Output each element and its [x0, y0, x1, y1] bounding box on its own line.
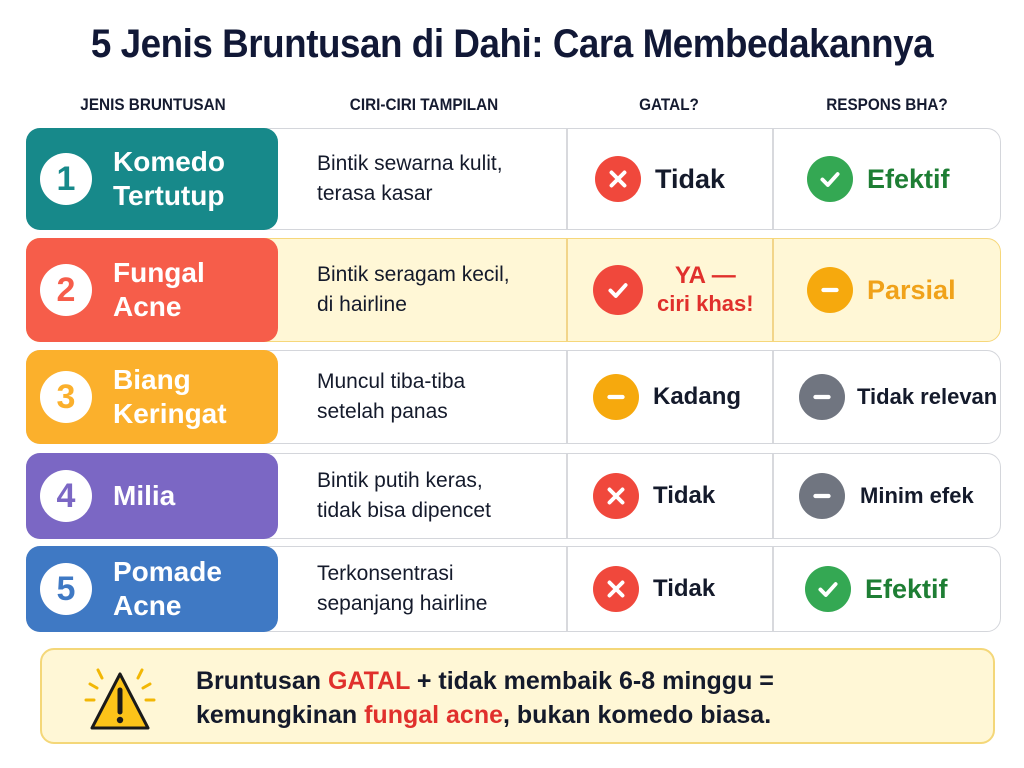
- itchy-cell: Tidak: [593, 454, 715, 538]
- number-circle: 5: [40, 563, 92, 615]
- header-bha: RESPONS BHA?: [826, 95, 948, 114]
- appearance-text: Bintik seragam kecil, di hairline: [317, 263, 510, 316]
- divider: [772, 547, 774, 631]
- itchy-cell: Kadang: [593, 351, 741, 443]
- type-name: Fungal Acne: [113, 257, 205, 322]
- check-circle-icon: [807, 156, 853, 202]
- table-row: [26, 350, 1001, 444]
- number-circle: 2: [40, 264, 92, 316]
- x-circle-icon: [595, 156, 641, 202]
- type-name: Pomade Acne: [113, 556, 222, 621]
- type-name: Komedo Tertutup: [113, 146, 225, 211]
- warning-triangle-icon: [78, 660, 162, 736]
- bha-cell: Minim efek: [799, 454, 974, 538]
- page-title: 5 Jenis Bruntusan di Dahi: Cara Membedakannya: [90, 22, 934, 66]
- type-badge: [26, 350, 278, 444]
- divider: [566, 129, 568, 229]
- x-circle-icon: [593, 566, 639, 612]
- table-row: [26, 238, 1001, 342]
- x-circle-icon: [593, 473, 639, 519]
- table-header: [0, 95, 1024, 119]
- bha-cell: Parsial: [807, 239, 956, 341]
- number-circle: 4: [40, 470, 92, 522]
- type-badge: [26, 238, 278, 342]
- appearance-text: Terkonsentrasi sepanjang hairline: [317, 562, 488, 615]
- warning-note: [40, 648, 995, 744]
- type-name: Biang Keringat: [113, 364, 227, 429]
- itchy-cell: YA — ciri khas!: [593, 239, 754, 341]
- divider: [772, 239, 774, 341]
- check-circle-icon: [593, 265, 643, 315]
- divider: [772, 129, 774, 229]
- appearance-text: Bintik sewarna kulit, terasa kasar: [317, 152, 503, 205]
- type-badge: [26, 546, 278, 632]
- header-type: JENIS BRUNTUSAN: [80, 95, 226, 114]
- minus-circle-icon: [799, 473, 845, 519]
- number-circle: 1: [40, 153, 92, 205]
- bha-cell: Tidak relevan: [799, 351, 997, 443]
- itchy-cell: Tidak: [593, 547, 715, 631]
- bha-cell: Efektif: [805, 547, 948, 631]
- minus-circle-icon: [593, 374, 639, 420]
- type-name: Milia: [113, 480, 176, 511]
- table-row: [26, 128, 1001, 230]
- header-appearance: CIRI-CIRI TAMPILAN: [349, 95, 499, 114]
- type-badge: [26, 128, 278, 230]
- number-circle: 3: [40, 371, 92, 423]
- divider: [566, 239, 568, 341]
- divider: [772, 454, 774, 538]
- type-badge: [26, 453, 278, 539]
- divider: [566, 351, 568, 443]
- minus-circle-icon: [807, 267, 853, 313]
- check-circle-icon: [805, 566, 851, 612]
- minus-circle-icon: [799, 374, 845, 420]
- table-row: [26, 546, 1001, 632]
- table-row: [26, 453, 1001, 539]
- appearance-text: Muncul tiba-tiba setelah panas: [317, 370, 466, 423]
- divider: [566, 454, 568, 538]
- divider: [566, 547, 568, 631]
- header-itchy: GATAL?: [639, 95, 699, 114]
- divider: [772, 351, 774, 443]
- itchy-cell: Tidak: [595, 129, 725, 229]
- appearance-text: Bintik putih keras, tidak bisa dipencet: [317, 469, 491, 522]
- bha-cell: Efektif: [807, 129, 950, 229]
- note-text: Bruntusan GATAL + tidak membaik 6-8 minggu = kemungkinan fungal acne, bukan komedo biasa.: [196, 667, 774, 729]
